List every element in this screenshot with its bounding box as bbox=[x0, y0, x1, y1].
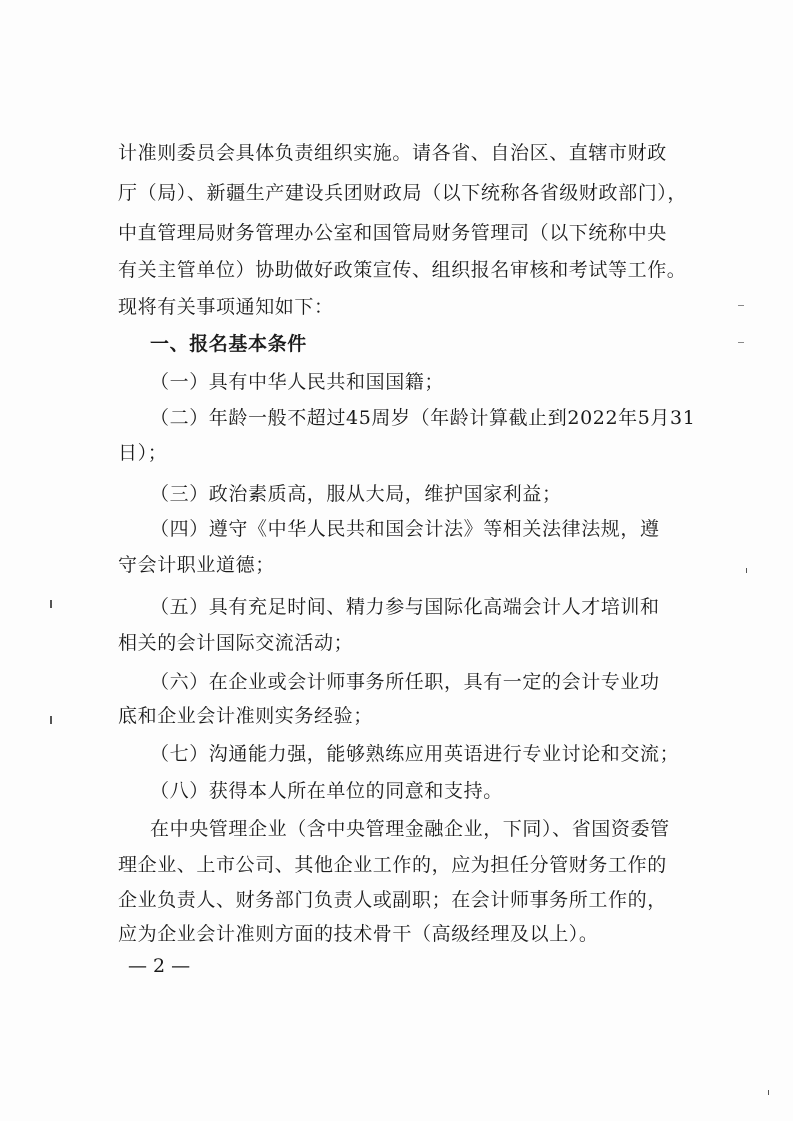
condition-item-continuation: 相关的会计国际交流活动； bbox=[118, 632, 354, 654]
paragraph-line: 计准则委员会具体负责组织实施。请各省、自治区、直辖市财政 bbox=[118, 142, 667, 164]
paragraph-line: 在中央管理企业（含中央管理金融企业，下同）、省国资委管 bbox=[150, 818, 670, 840]
paragraph-line: 企业负责人、财务部门负责人或副职；在会计师事务所工作的， bbox=[118, 889, 667, 911]
scan-speck bbox=[746, 568, 747, 573]
condition-item: （三）政治素质高，服从大局，维护国家利益； bbox=[150, 483, 562, 505]
paragraph-line: 有关主管单位）协助做好政策宣传、组织报名审核和考试等工作。 bbox=[118, 259, 687, 281]
paragraph-line: 中直管理局财务管理办公室和国管局财务管理司（以下统称中央 bbox=[118, 222, 667, 244]
section-heading: 一、报名基本条件 bbox=[150, 333, 307, 355]
condition-item-continuation: 日）； bbox=[118, 442, 168, 464]
page-number: — 2 — bbox=[128, 955, 191, 977]
paragraph-line: 现将有关事项通知如下： bbox=[118, 296, 334, 318]
paragraph-line: 应为企业会计准则方面的技术骨干（高级经理及以上）。 bbox=[118, 923, 599, 945]
condition-item: （六）在企业或会计师事务所任职，具有一定的会计专业功 bbox=[150, 671, 660, 693]
condition-item-continuation: 守会计职业道德； bbox=[118, 554, 275, 576]
condition-item-continuation: 底和企业会计准则实务经验； bbox=[118, 705, 373, 727]
condition-item: （二）年龄一般不超过45周岁（年龄计算截止到2022年5月31 bbox=[150, 407, 696, 429]
scan-edge-mark bbox=[738, 342, 744, 343]
condition-item: （四）遵守《中华人民共和国会计法》等相关法律法规，遵 bbox=[150, 518, 660, 540]
condition-item: （七）沟通能力强，能够熟练应用英语进行专业讨论和交流； bbox=[150, 743, 680, 765]
scan-speck bbox=[50, 716, 52, 724]
condition-item: （五）具有充足时间、精力参与国际化高端会计人才培训和 bbox=[150, 596, 660, 618]
condition-item: （八）获得本人所在单位的同意和支持。 bbox=[150, 780, 503, 802]
paragraph-line: 理企业、上市公司、其他企业工作的，应为担任分管财务工作的 bbox=[118, 854, 667, 876]
scan-edge-mark bbox=[738, 305, 744, 306]
scan-speck bbox=[50, 600, 52, 608]
scan-speck bbox=[768, 1090, 769, 1095]
paragraph-line: 厅（局）、新疆生产建设兵团财政局（以下统称各省级财政部门）， bbox=[118, 182, 688, 204]
condition-item: （一）具有中华人民共和国国籍； bbox=[150, 371, 445, 393]
